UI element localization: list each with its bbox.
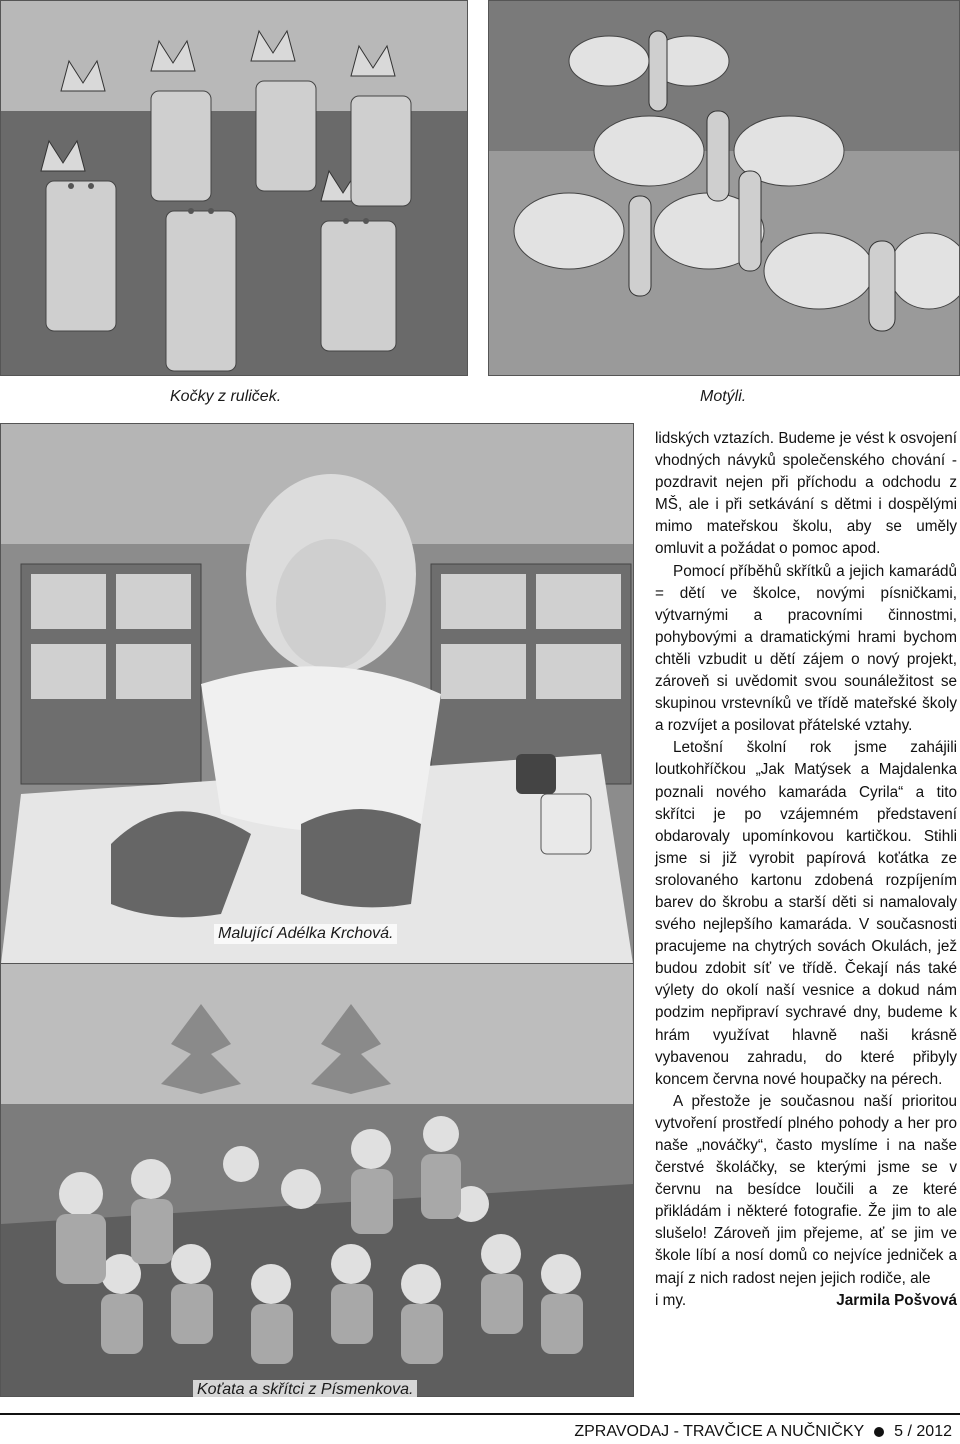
article-paragraph: A přestože je současnou naší prioritou vytvoření prostředí plného pohody a her pro naše „nováčky“, často myslíme i na naše čerstvé školáčky, se kterými jsme se v červnu na besídce loučili a ze které přikládám i některé fotografie. Že jim to ale slušelo! Zároveň jim přejeme, ať se jim ve škole líbí a nosí domů co nejvíce jedniček a mají z nich radost nejen jejich rodiče, ale [655, 1092, 957, 1287]
article-last-words: i my. [655, 1291, 687, 1309]
caption-cats: Kočky z ruliček. [170, 388, 282, 405]
caption-butterflies: Motýli. [700, 388, 747, 405]
photo-paper-roll-cats [0, 0, 468, 376]
article-author: Jarmila Pošvová [836, 1291, 957, 1309]
footer-issue: 5 / 2012 [894, 1423, 952, 1440]
photo-butterflies [488, 0, 960, 376]
article-signature-line [655, 1290, 957, 1312]
footer-rule [0, 1413, 960, 1415]
article-paragraph: Pomocí příběhů skřítků a jejich kamarádů = dětí ve školce, novými písničkami, výtvarnými a pracovními činnostmi, pohybovými a dramatickými hrami bychom chtěli vzbudit u dětí zájem o nový projekt, zároveň si uvědomit svou sounáležitost se skupinou vrstevníků ve třídě mateřské školy a rozvíjet a posilovat přátelské vztahy. [655, 562, 957, 735]
footer-publication: ZPRAVODAJ - TRAVČICE A NUČNIČKY [574, 1423, 865, 1440]
caption-group: Koťata a skřítci z Písmenkova. [193, 1380, 417, 1400]
photo-children-group [0, 963, 634, 1397]
article-paragraph: lidských vztazích. Budeme je vést k osvojení vhodných návyků společenského chování - pozdravit nejen při příchodu a odchodu z MŠ, ale i při setkávání s dětmi i dospělými mimo mateřskou školu, aby se uměly omluvit a požádat o pomoc apod. [655, 430, 957, 558]
caption-painting: Malující Adélka Krchová. [214, 924, 397, 944]
page-footer [574, 1422, 952, 1442]
footer-bullet-icon [874, 1427, 884, 1437]
photo-girl-painting [0, 423, 634, 965]
article-body [655, 428, 957, 1312]
article-paragraph: Letošní školní rok jsme zahájili loutkohříčkou „Jak Matýsek a Majdalenka poznali nového kamaráda Cyrila“ a tito skřítci je po vzájemném představení obdarovaly upomínkovou kartičkou. Stihli jsme si již vyrobit papírová koťátka ze srolovaného kartonu zdobená rozpíjením barev do škrobu a starší děti si namalovaly svého nejlepšího kamaráda. V současnosti pracujeme na chytrých sovách Okulách, jež budou zdobit síť ve třídě. Čekají nás také výlety do okolí naší vesnice a dokud nám podzim nepřipraví sychravé dny, budeme k hrám využívat hlavně naši krásně vybavenou zahradu, do které přibyly koncem června nové houpačky na pérech. [655, 739, 957, 1088]
